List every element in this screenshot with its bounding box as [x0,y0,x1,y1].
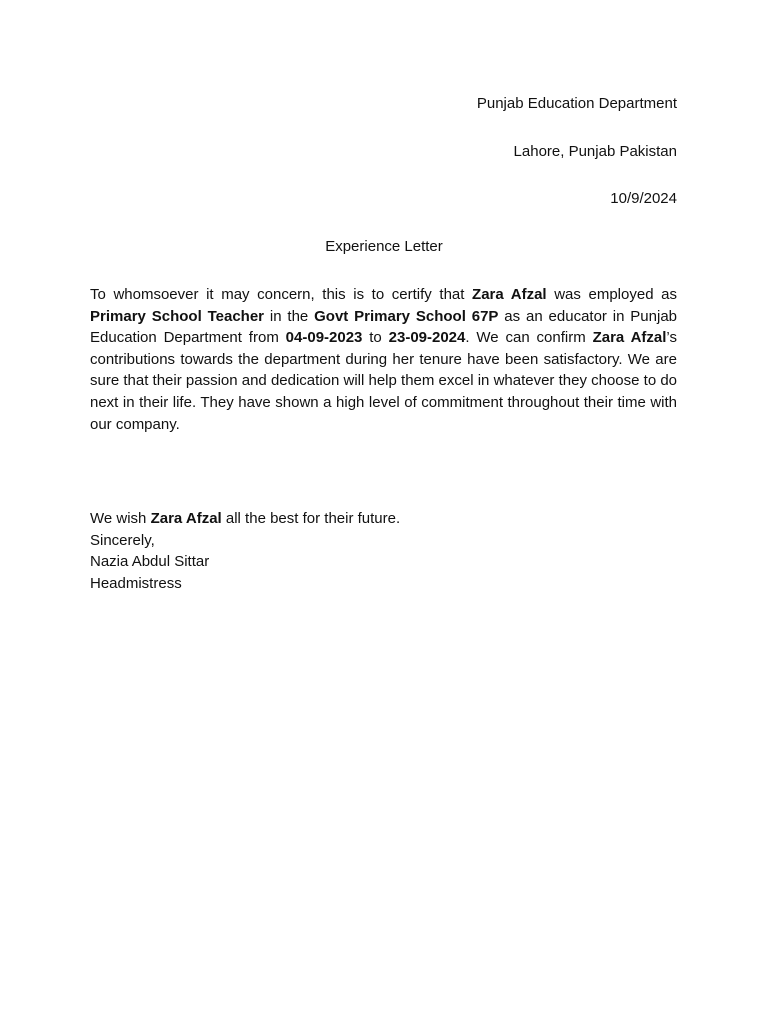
body-text-1: To whomsoever it may concern, this is to certify that [90,286,473,303]
body-text-2: was employed as [546,286,677,303]
body-text-3: in the [264,307,315,325]
wish-suffix: all the best for their future. [221,510,401,527]
employee-name: Zara Afzal [472,286,547,303]
wish-prefix: We wish [90,510,151,527]
end-date: 23-09-2024 [388,329,466,347]
sign-off: Sincerely, [90,531,155,549]
body-text-7: ’s contributions towards the department during her tenure have been satisfactory. We are sure that their passion and dedication will help them excel in whatever they choose to do next in their life. They have shown a high level of commitment throughout their time with our company. [90,329,678,433]
letter-date: 10/9/2024 [610,190,677,207]
employee-name-confirm: Zara Afzal [592,329,667,347]
letter-title: Experience Letter [325,238,443,255]
organization-name: Punjab Education Department [476,95,677,112]
wish-name: Zara Afzal [150,510,222,527]
letter-body [90,284,677,435]
closing-block [90,508,677,594]
school-name: Govt Primary School 67P [314,307,499,325]
body-text-5: to [362,329,389,347]
location-line: Lahore, Punjab Pakistan [513,143,677,160]
job-position: Primary School Teacher [90,307,265,325]
wish-line [90,508,677,530]
start-date: 04-09-2023 [285,329,363,347]
signer-name: Nazia Abdul Sittar [90,553,210,571]
body-text-6: . We can confirm [465,329,593,347]
signer-title: Headmistress [90,574,182,592]
body-text-4: as an educator in Punjab Education Department from [90,307,678,347]
